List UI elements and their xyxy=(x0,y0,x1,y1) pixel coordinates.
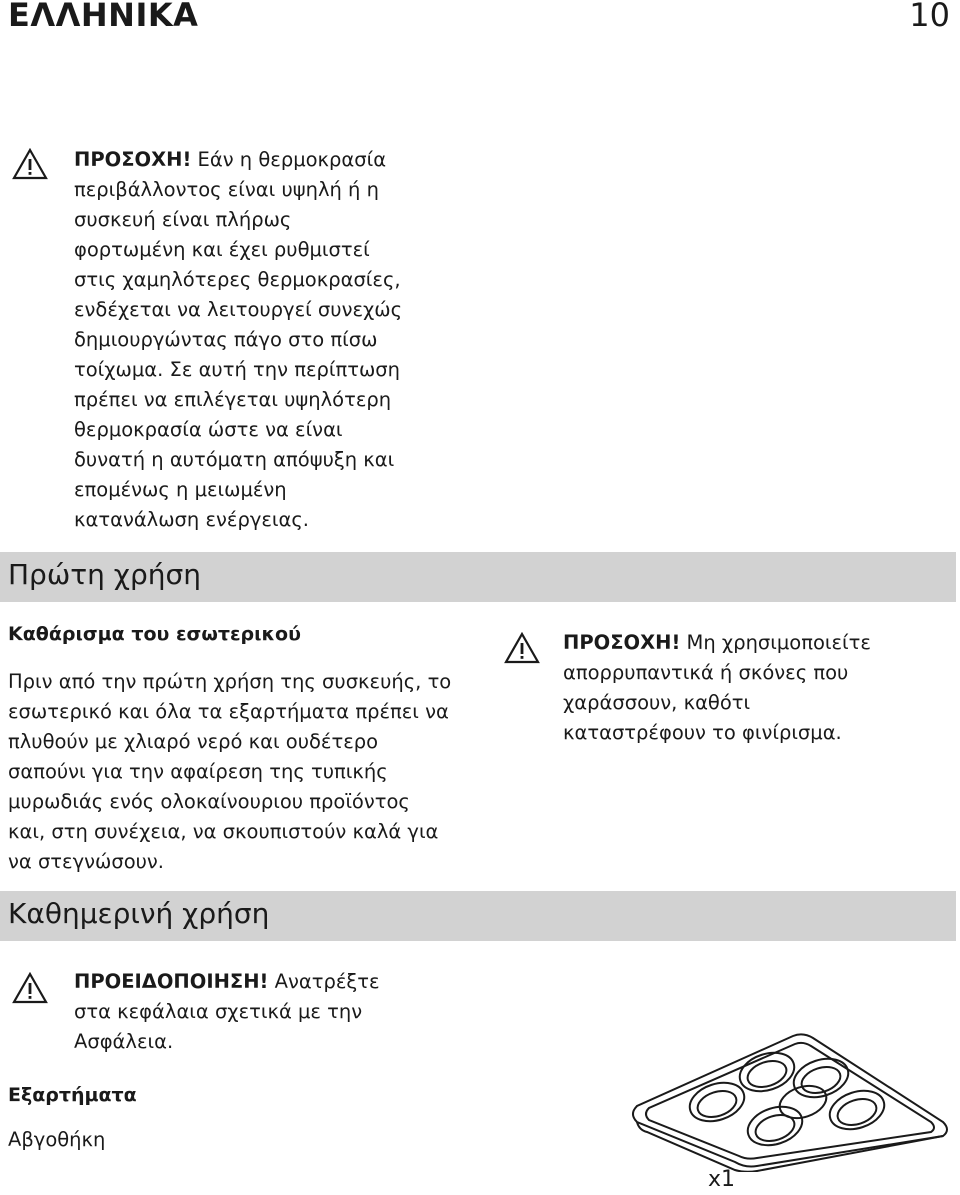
text-line: εσωτερικό και όλα τα εξαρτήματα πρέπει να xyxy=(8,700,449,723)
text-line: πλυθούν με χλιαρό νερό και ουδέτερο xyxy=(8,730,379,753)
text-line: θερμοκρασία ώστε να είναι xyxy=(74,418,343,441)
text-line: Πριν από την πρώτη χρήση της συσκευής, το xyxy=(8,670,452,693)
text-line: δημιουργώντας πάγο στο πίσω xyxy=(74,328,378,351)
warning-temperature-text xyxy=(74,145,494,535)
section-bar-first-use xyxy=(0,552,956,602)
warning-triangle-icon xyxy=(504,632,540,664)
warning-label: ΠΡΟΕΙΔΟΠΟΙΗΣΗ! xyxy=(74,970,269,993)
warning-safety-text xyxy=(74,967,474,1057)
text-line: να στεγνώσουν. xyxy=(8,850,165,873)
page-number: 10 xyxy=(909,0,950,34)
text-line: Εάν η θερμοκρασία xyxy=(191,148,387,171)
text-line: τοίχωμα. Σε αυτή την περίπτωση xyxy=(74,358,400,381)
text-line: καταστρέφουν το φινίρισμα. xyxy=(563,721,842,744)
accessories-heading: Εξαρτήματα xyxy=(8,1084,137,1106)
header-language: ΕΛΛΗΝΙΚΑ xyxy=(8,0,199,34)
warning-detergents-text xyxy=(563,628,943,748)
text-line: πρέπει να επιλέγεται υψηλότερη xyxy=(74,388,392,411)
text-line: ενδέχεται να λειτουργεί συνεχώς xyxy=(74,298,403,321)
text-line: Ασφάλεια. xyxy=(74,1030,174,1053)
text-line: κατανάλωση ενέργειας. xyxy=(74,508,309,531)
text-line: φορτωμένη και έχει ρυθμιστεί xyxy=(74,238,370,261)
text-line: στα κεφάλαια σχετικά με την xyxy=(74,1000,363,1023)
accessory-quantity: x1 xyxy=(708,1167,736,1192)
cleaning-heading: Καθάρισμα του εσωτερικού xyxy=(8,623,301,645)
cleaning-text xyxy=(8,667,478,877)
text-line: δυνατή η αυτόματη απόψυξη και xyxy=(74,448,395,471)
warning-label: ΠΡΟΣΟΧΗ! xyxy=(74,148,192,171)
text-line: μυρωδιάς ενός ολοκαίνουριου προϊόντος xyxy=(8,790,410,813)
text-line: συσκευή είναι πλήρως xyxy=(74,208,292,231)
text-line: και, στη συνέχεια, να σκουπιστούν καλά για xyxy=(8,820,439,843)
text-line: στις χαμηλότερες θερμοκρασίες, xyxy=(74,268,401,291)
warning-label: ΠΡΟΣΟΧΗ! xyxy=(563,631,681,654)
section-bar-daily-use xyxy=(0,891,956,941)
warning-triangle-icon xyxy=(12,148,48,180)
text-line: Μη χρησιμοποιείτε xyxy=(680,631,871,654)
section-title: Καθημερινή χρήση xyxy=(8,897,270,930)
text-line: Ανατρέξτε xyxy=(268,970,380,993)
accessory-item-name: Αβγοθήκη xyxy=(8,1128,106,1151)
text-line: περιβάλλοντος είναι υψηλή ή η xyxy=(74,178,379,201)
text-line: απορρυπαντικά ή σκόνες που xyxy=(563,661,849,684)
egg-tray-illustration xyxy=(625,1030,955,1172)
text-line: χαράσσουν, καθότι xyxy=(563,691,751,714)
text-line: επομένως η μειωμένη xyxy=(74,478,287,501)
warning-triangle-icon xyxy=(12,972,48,1004)
text-line: σαπούνι για την αφαίρεση της τυπικής xyxy=(8,760,388,783)
section-title: Πρώτη χρήση xyxy=(8,558,201,591)
